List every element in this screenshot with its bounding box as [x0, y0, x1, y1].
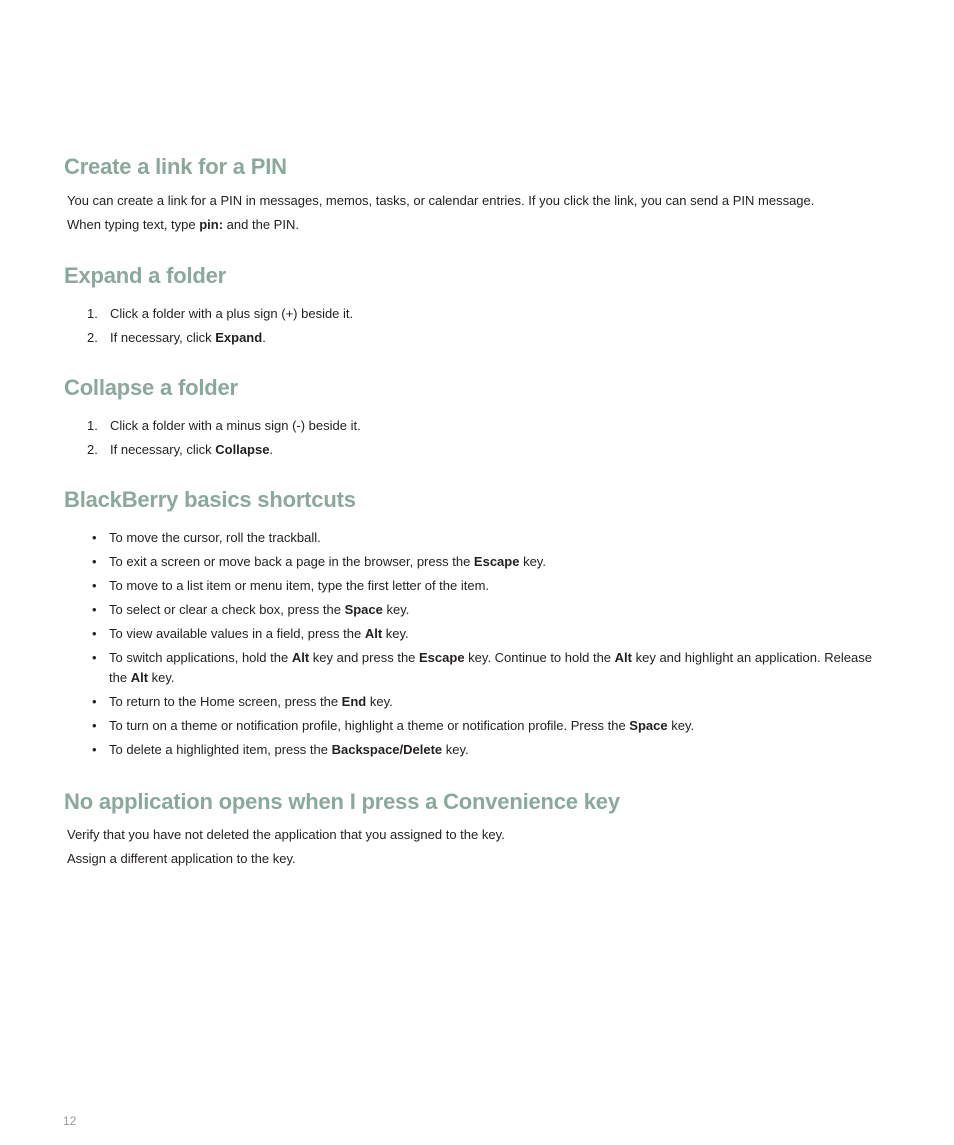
bullet-icon: •	[92, 694, 97, 709]
list-item: • To turn on a theme or notification profile, highlight a theme or notification profile. Press the Space key.	[92, 714, 892, 738]
bold-term: Collapse	[215, 442, 270, 457]
bold-term: Space	[344, 602, 383, 617]
list-item: 1. Click a folder with a plus sign (+) beside it.	[87, 302, 887, 326]
list-item: • To move to a list item or menu item, type the first letter of the item.	[92, 574, 892, 598]
step-number: 1.	[87, 418, 98, 433]
bullet-icon: •	[92, 602, 97, 617]
shortcuts-list	[92, 526, 892, 762]
bold-term: Escape	[473, 554, 520, 569]
bullet-icon: •	[92, 626, 97, 641]
bullet-icon: •	[92, 742, 97, 757]
bold-term: Backspace/Delete	[331, 742, 443, 757]
step-number: 2.	[87, 330, 98, 345]
list-item: • To exit a screen or move back a page in the browser, press the Escape key.	[92, 550, 892, 574]
section-heading-expand-folder: Expand a folder	[64, 263, 227, 288]
bold-term: pin:	[199, 217, 224, 232]
list-item: • To switch applications, hold the Alt key and press the Escape key. Continue to hold the Alt key and highlight an application. Release the Alt key.	[92, 650, 872, 685]
bullet-icon: •	[92, 530, 97, 545]
step-number: 2.	[87, 442, 98, 457]
bold-term: Expand	[215, 330, 263, 345]
section-heading-collapse-folder: Collapse a folder	[64, 375, 238, 400]
paragraph: You can create a link for a PIN in messages, memos, tasks, or calendar entries. If you click the link, you can send a PIN message.	[67, 193, 815, 208]
list-item: 2. If necessary, click Collapse.	[87, 438, 887, 462]
list-item: • To move the cursor, roll the trackball.	[92, 526, 892, 550]
list-item: • To delete a highlighted item, press the Backspace/Delete key.	[92, 738, 892, 762]
page-number: 12	[63, 1114, 77, 1128]
list-item: 2. If necessary, click Expand.	[87, 326, 887, 350]
bold-term: Alt	[364, 626, 383, 641]
paragraph: When typing text, type pin: and the PIN.	[67, 217, 299, 232]
step-number: 1.	[87, 306, 98, 321]
bold-term: End	[341, 694, 367, 709]
bold-term: Space	[629, 718, 668, 733]
list-item: • To view available values in a field, press the Alt key.	[92, 622, 892, 646]
section-heading-create-pin-link: Create a link for a PIN	[64, 154, 287, 179]
steps-list	[87, 302, 887, 350]
bullet-icon: •	[92, 578, 97, 593]
list-item: • To return to the Home screen, press the End key.	[92, 690, 892, 714]
paragraph: Assign a different application to the key.	[67, 851, 296, 866]
bullet-icon: •	[92, 650, 97, 665]
paragraph: Verify that you have not deleted the application that you assigned to the key.	[67, 827, 505, 842]
section-heading-convenience-key: No application opens when I press a Convenience key	[64, 789, 620, 814]
list-item: • To select or clear a check box, press the Space key.	[92, 598, 892, 622]
list-item: 1. Click a folder with a minus sign (-) beside it.	[87, 414, 887, 438]
bullet-icon: •	[92, 554, 97, 569]
steps-list	[87, 414, 887, 462]
section-heading-shortcuts: BlackBerry basics shortcuts	[64, 487, 356, 512]
bullet-icon: •	[92, 718, 97, 733]
